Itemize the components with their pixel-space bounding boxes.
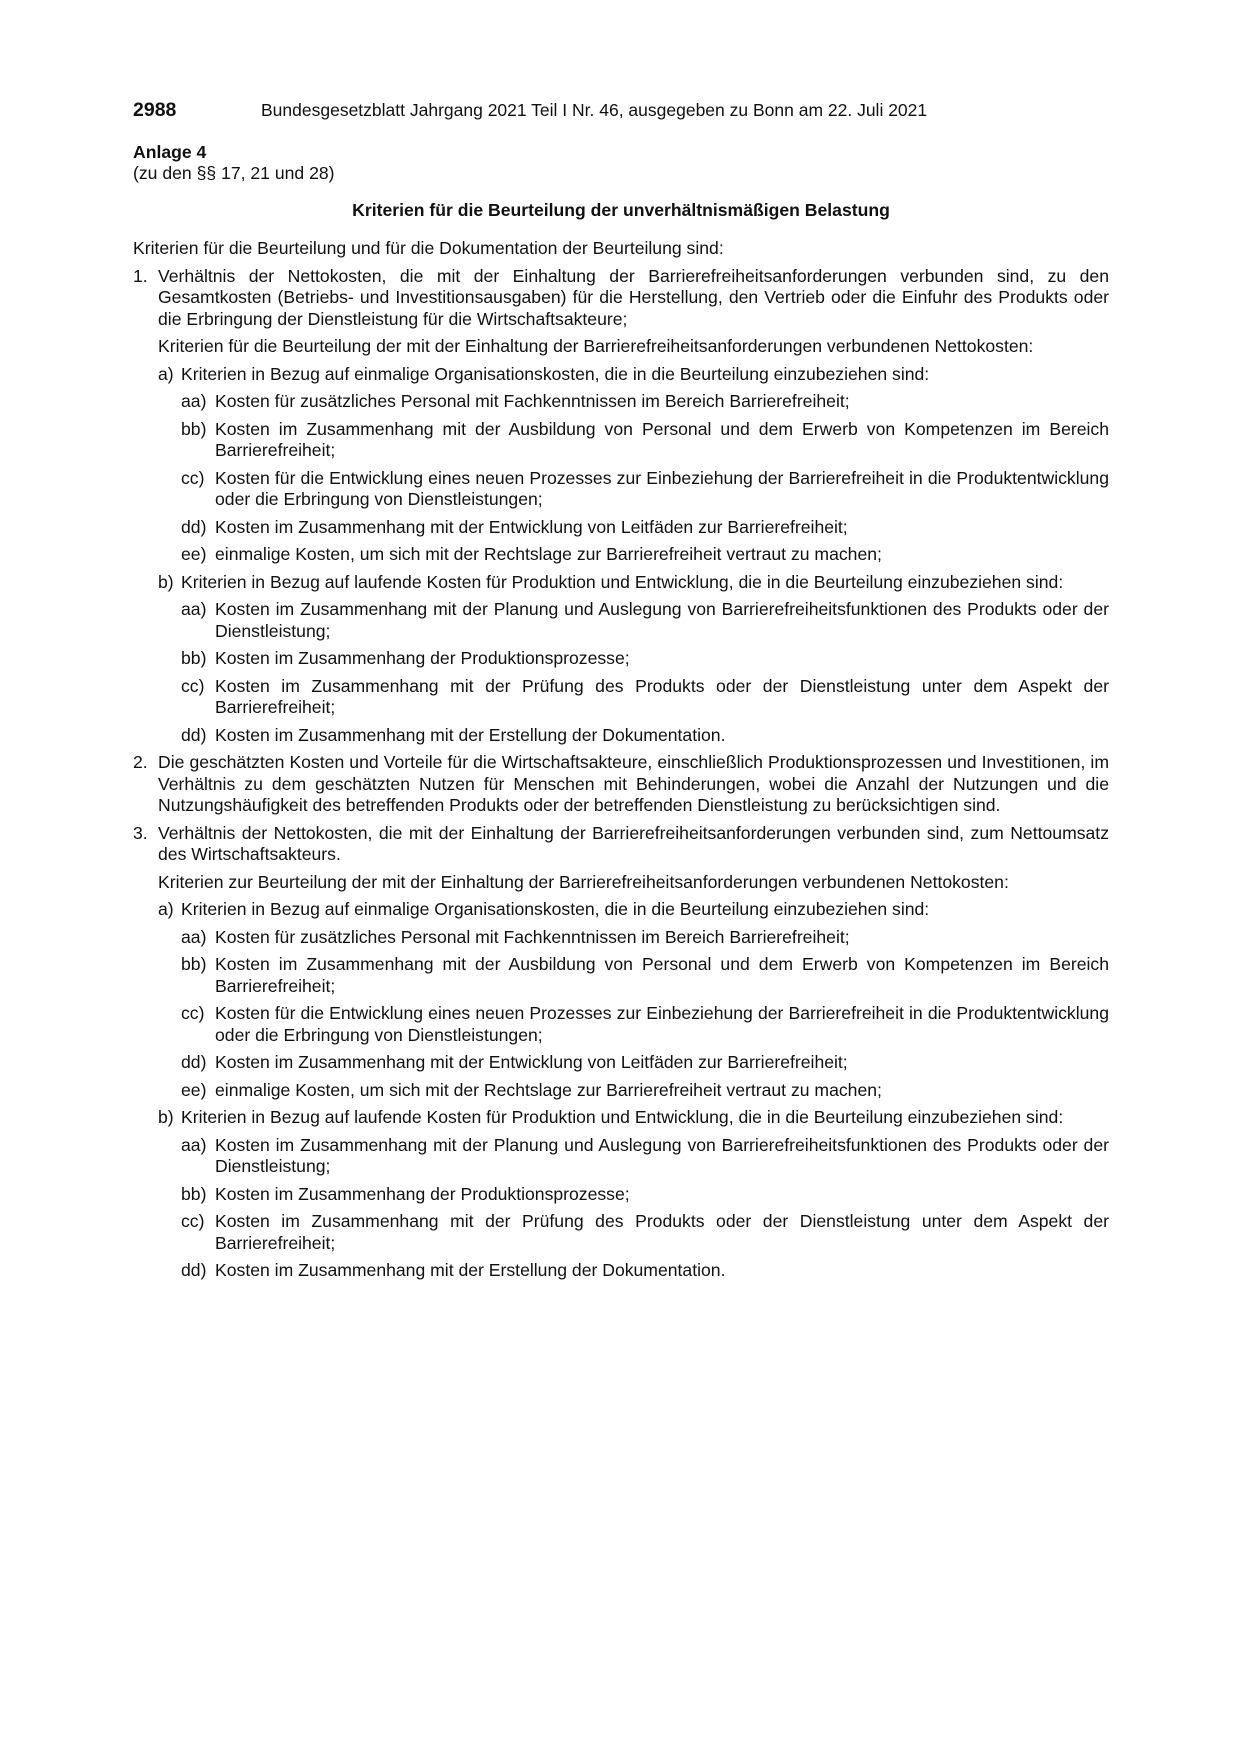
list-item	[133, 1135, 1109, 1178]
list-item	[133, 954, 1109, 997]
list-item	[133, 364, 1109, 386]
list-item	[133, 544, 1109, 566]
item-label: aa)	[181, 599, 207, 619]
item-label: b)	[158, 1107, 174, 1127]
item-label: bb)	[181, 418, 207, 439]
item-label: b)	[158, 571, 174, 592]
item-text: Kosten für die Entwicklung eines neuen Prozesses zur Einbeziehung der Barrierefreiheit in die Produktentwicklung oder die Erbringung von Dienstleistungen;	[215, 1003, 1109, 1045]
list-item	[133, 752, 1109, 817]
item-text: Kriterien in Bezug auf laufende Kosten für Produktion und Entwicklung, die in die Beurteilung einzubeziehen sind:	[181, 571, 1064, 592]
list-item	[133, 648, 1109, 670]
item-text: Kosten im Zusammenhang mit der Erstellung der Dokumentation.	[215, 724, 726, 745]
item-text: Kosten im Zusammenhang mit der Prüfung des Produkts oder der Dienstleistung unter dem Aspekt der Barrierefreiheit;	[215, 1211, 1109, 1253]
item-text: Kosten für zusätzliches Personal mit Fachkenntnissen im Bereich Barrierefreiheit;	[215, 926, 850, 947]
item-label: dd)	[181, 1052, 207, 1072]
sub-intro-text: Kriterien für die Beurteilung der mit der Einhaltung der Barrierefreiheitsanforderungen verbundenen Nettokosten:	[158, 336, 1034, 356]
list-item	[133, 572, 1109, 594]
item-label: a)	[158, 899, 174, 919]
list-item	[133, 266, 1109, 331]
item-text: einmalige Kosten, um sich mit der Rechtslage zur Barrierefreiheit vertraut zu machen;	[215, 1079, 882, 1100]
list-item	[133, 927, 1109, 949]
item-label: bb)	[181, 1183, 207, 1204]
item-text: Kosten im Zusammenhang mit der Planung und Auslegung von Barrierefreiheitsfunktionen des Produkts oder der Dienstleistung;	[215, 1134, 1109, 1176]
list-item	[133, 1260, 1109, 1282]
list-item	[133, 1184, 1109, 1206]
item-label: cc)	[181, 1003, 205, 1023]
item-text: Kriterien in Bezug auf einmalige Organisationskosten, die in die Beurteilung einzubeziehen sind:	[181, 363, 930, 384]
item-label: aa)	[181, 1134, 207, 1155]
annex-title: Anlage 4	[133, 141, 207, 162]
list-item	[133, 1107, 1109, 1129]
item-label: a)	[158, 363, 174, 384]
item-label: ee)	[181, 1079, 207, 1100]
list-item	[133, 1080, 1109, 1102]
intro-text: Kriterien für die Beurteilung und für die Dokumentation der Beurteilung sind:	[133, 238, 724, 258]
sub-intro-text: Kriterien zur Beurteilung der mit der Einhaltung der Barrierefreiheitsanforderungen verbundenen Nettokosten:	[158, 871, 1009, 892]
item-label: 1.	[133, 265, 148, 286]
item-label: bb)	[181, 648, 207, 668]
item-text: Kosten im Zusammenhang der Produktionsprozesse;	[215, 1183, 630, 1204]
item-text: Kosten im Zusammenhang mit der Ausbildung von Personal und dem Erwerb von Kompetenzen im Bereich Barrierefreiheit;	[215, 954, 1109, 996]
list-item	[133, 517, 1109, 539]
item-label: cc)	[181, 467, 205, 488]
list-item	[133, 599, 1109, 642]
list-item	[133, 1052, 1109, 1074]
item-label: cc)	[181, 1211, 205, 1231]
item-text: Kosten für die Entwicklung eines neuen Prozesses zur Einbeziehung der Barrierefreiheit in die Produktentwicklung oder die Erbringung von Dienstleistungen;	[215, 467, 1109, 509]
item-text: Die geschätzten Kosten und Vorteile für die Wirtschaftsakteure, einschließlich Produktionsprozessen und Investitionen, im Verhältnis zu dem geschätzten Nutzen für Menschen mit Behinderungen, wobei die Anzahl der Nutzungen und die Nutzungshäufigkeit des betreffenden Produkts oder der betreffenden Dienstleistung zu berücksichtigen sind.	[158, 752, 1109, 815]
item-label: aa)	[181, 926, 207, 947]
item-label: dd)	[181, 516, 207, 537]
list-item	[133, 419, 1109, 462]
list-item	[133, 899, 1109, 921]
list-item	[133, 725, 1109, 747]
list-item	[133, 1211, 1109, 1254]
item-label: 3.	[133, 822, 148, 843]
item-text: Kriterien in Bezug auf laufende Kosten für Produktion und Entwicklung, die in die Beurteilung einzubeziehen sind:	[181, 1107, 1064, 1127]
item-label: 2.	[133, 752, 148, 772]
item-text: Kriterien in Bezug auf einmalige Organisationskosten, die in die Beurteilung einzubeziehen sind:	[181, 899, 930, 919]
document-page	[133, 100, 1109, 1288]
item-text: Kosten im Zusammenhang mit der Planung und Auslegung von Barrierefreiheitsfunktionen des Produkts oder der Dienstleistung;	[215, 599, 1109, 641]
item-label: dd)	[181, 1260, 207, 1280]
item-text: Verhältnis der Nettokosten, die mit der Einhaltung der Barrierefreiheitsanforderungen verbunden sind, zu den Gesamtkosten (Betriebs- und Investitionsausgaben) für die Herstellung, den Vertrieb oder die Einfuhr des Produkts oder die Erbringung der Dienstleistung für die Wirtschaftsakteure;	[158, 265, 1109, 329]
item-label: ee)	[181, 544, 207, 564]
item-text: Kosten im Zusammenhang der Produktionsprozesse;	[215, 648, 630, 668]
page-number: 2988	[133, 99, 177, 121]
list-item	[133, 468, 1109, 511]
running-head: Bundesgesetzblatt Jahrgang 2021 Teil I Nr. 46, ausgegeben zu Bonn am 22. Juli 2021	[261, 100, 928, 120]
item-text: Kosten im Zusammenhang mit der Entwicklung von Leitfäden zur Barrierefreiheit;	[215, 516, 848, 537]
item-label: dd)	[181, 724, 207, 745]
item-label: bb)	[181, 954, 207, 974]
list-item	[133, 391, 1109, 413]
item-text: einmalige Kosten, um sich mit der Rechtslage zur Barrierefreiheit vertraut zu machen;	[215, 544, 882, 564]
list-item	[133, 676, 1109, 719]
list-item	[133, 1003, 1109, 1046]
item-text: Kosten im Zusammenhang mit der Erstellung der Dokumentation.	[215, 1260, 726, 1280]
item-text: Kosten im Zusammenhang mit der Ausbildung von Personal und dem Erwerb von Kompetenzen im Bereich Barrierefreiheit;	[215, 418, 1109, 460]
annex-reference: (zu den §§ 17, 21 und 28)	[133, 163, 335, 183]
item-text: Verhältnis der Nettokosten, die mit der Einhaltung der Barrierefreiheitsanforderungen verbunden sind, zum Nettoumsatz des Wirtschaftsakteurs.	[158, 822, 1109, 864]
item-text: Kosten im Zusammenhang mit der Entwicklung von Leitfäden zur Barrierefreiheit;	[215, 1052, 848, 1072]
list-item	[133, 823, 1109, 866]
item-label: aa)	[181, 391, 207, 411]
item-text: Kosten im Zusammenhang mit der Prüfung des Produkts oder der Dienstleistung unter dem Aspekt der Barrierefreiheit;	[215, 675, 1109, 717]
document-title: Kriterien für die Beurteilung der unverhältnismäßigen Belastung	[352, 199, 890, 220]
item-label: cc)	[181, 675, 205, 696]
page-header	[133, 100, 1109, 122]
item-text: Kosten für zusätzliches Personal mit Fachkenntnissen im Bereich Barrierefreiheit;	[215, 391, 850, 411]
